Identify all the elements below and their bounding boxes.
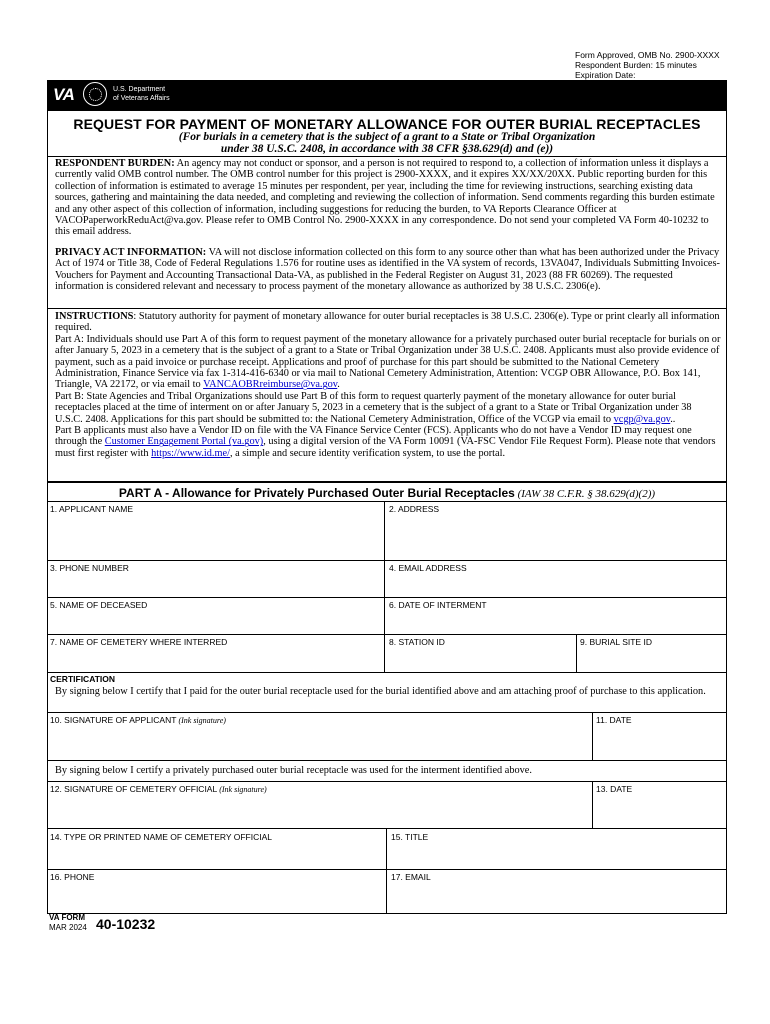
address-field[interactable]	[386, 515, 726, 559]
official-title-field[interactable]	[388, 843, 726, 868]
certification-heading: CERTIFICATION	[50, 674, 116, 684]
divider	[47, 828, 727, 829]
address-label: 2. ADDRESS	[389, 504, 440, 514]
burden-label: RESPONDENT BURDEN:	[55, 158, 175, 169]
customer-portal-link[interactable]: Customer Engagement Portal (va.gov)	[104, 436, 264, 448]
deceased-name-field[interactable]	[48, 611, 382, 633]
instructions	[55, 311, 721, 459]
divider	[384, 597, 385, 634]
privacy-label: PRIVACY ACT INFORMATION:	[55, 247, 207, 258]
divider	[384, 560, 385, 597]
instructions-vendor-2: , using a digital version of the VA Form 10091 (VA-FSC Vendor File Request Form). Please note that vendors must first register with	[55, 436, 716, 459]
divider	[47, 481, 727, 483]
va-banner	[47, 80, 727, 110]
omb-info	[575, 50, 720, 80]
form-revision-date: MAR 2024	[49, 923, 87, 932]
ink-signature-note: (Ink signature)	[176, 716, 226, 725]
dept-line-1: U.S. Department	[113, 86, 166, 93]
form-title: REQUEST FOR PAYMENT OF MONETARY ALLOWANCE FOR OUTER BURIAL RECEPTACLES	[73, 116, 701, 132]
official-name-field[interactable]	[48, 843, 384, 868]
obr-email-link[interactable]: VANCAOBRreimburse@va.gov	[203, 379, 338, 391]
burden-text: An agency may not conduct or sponsor, and a person is not required to respond to, a collection of information unless it displays a currently valid OMB control number. The OMB control number for this project is 2900-XXXX, and it expires XX/XX/20XX. Public reporting burden for this collection of information is estimated to average 15 minutes per respondent, per year, including the time for reviewing instructions, searching existing data sources, gathering and maintaining the data needed, and completing and reviewing the collection of information. Send comments regarding this burden estimate and any other aspect of this collection of information, including suggestions for reducing the burden, to VA Reports Clearance Officer at VACOPaperworkReduAct@va.gov. Please refer to OMB Control No. 2900-XXXX in any correspondence. Do not send your completed VA Form 40-10232 to this email address.	[55, 158, 715, 238]
station-id-label: 8. STATION ID	[389, 637, 445, 647]
phone-number-label: 3. PHONE NUMBER	[50, 563, 129, 573]
divider	[47, 712, 727, 713]
applicant-signature-field[interactable]	[48, 726, 590, 759]
part-a-reference: (IAW 38 C.F.R. § 38.629(d)(2))	[514, 488, 656, 500]
cemetery-certification-statement: By signing below I certify a privately purchased outer burial receptacle was used for the interment identified above.	[55, 765, 532, 776]
applicant-name-field[interactable]	[48, 515, 382, 559]
official-phone-label: 16. PHONE	[50, 872, 95, 882]
official-name-label: 14. TYPE OR PRINTED NAME OF CEMETERY OFFICIAL	[50, 832, 272, 842]
respondent-burden	[55, 158, 721, 238]
interment-date-field[interactable]	[386, 611, 726, 633]
official-title-label: 15. TITLE	[391, 832, 429, 842]
email-address-field[interactable]	[386, 574, 726, 596]
instructions-text: : Statutory authority for payment of monetary allowance for outer burial receptacles is 38 U.S.C. 2306(e). Type or print clearly all information required.	[55, 311, 720, 334]
official-phone-field[interactable]	[48, 883, 384, 912]
applicant-date-field[interactable]	[594, 726, 726, 759]
divider	[47, 760, 727, 761]
official-date-field[interactable]	[594, 795, 726, 827]
expiration-date: Expiration Date:	[575, 70, 636, 80]
privacy-act	[55, 247, 721, 293]
applicant-date-label: 11. DATE	[596, 715, 632, 725]
subtitle-line-1: (For burials in a cemetery that is the subject of a grant to a State or Tribal Organization	[178, 131, 596, 143]
form-subtitle	[47, 131, 727, 155]
instructions-vendor-end: , a simple and secure identity verification system, to use the portal.	[229, 447, 506, 459]
punct: .	[337, 379, 340, 391]
divider	[47, 634, 727, 635]
official-date-label: 13. DATE	[596, 784, 633, 794]
va-seal-icon	[83, 82, 107, 106]
idme-link[interactable]: https://www.id.me/	[151, 447, 230, 459]
respondent-burden-time: Respondent Burden: 15 minutes	[575, 60, 697, 70]
subtitle-line-2: under 38 U.S.C. 2408, in accordance with 38 CFR §38.629(d) and (e))	[220, 143, 554, 155]
va-form-label: VA FORM	[49, 913, 85, 922]
divider	[384, 634, 385, 672]
form-footer-label	[49, 913, 87, 933]
instructions-part-a: Part A: Individuals should use Part A of this form to request payment of the monetary allowance for a privately purchased outer burial receptacle for burials on or after January 5, 2023 in a cemetery that is the subject of a grant to a State or Tribal Organization under 38 U.S.C. 2408. Applicants must also provide evidence of payment, such as a paid invoice or purchase receipt. Applications and proof of purchase for this part should be submitted to the National Cemetery Administration, Finance Service via fax 1-314-416-6340 or via mail to National Cemetery Administration, Attention: VCGP OBR Allowance, P.O. Box 141, Triangle, VA 22172, or via email to	[55, 333, 721, 391]
official-signature-field[interactable]	[48, 795, 590, 827]
divider	[47, 156, 727, 157]
dept-line-2: of Veterans Affairs	[113, 95, 170, 102]
divider	[47, 781, 727, 782]
divider	[386, 869, 387, 913]
va-logo: VA	[53, 85, 75, 104]
email-address-label: 4. EMAIL ADDRESS	[389, 563, 467, 573]
divider	[576, 634, 577, 672]
instructions-label: INSTRUCTIONS	[55, 311, 134, 322]
privacy-text: VA will not disclose information collected on this form to any source other than what has been authorized under the Privacy Act of 1974 or Title 38, Code of Federal Regulations 1.576 for routine uses as identified in the VA system of records, 13VA047, Individuals Submitting Invoices-Vouchers for Payment and Accounting Transactional Data-VA, as published in the Federal Register on August 31, 2023 (88 FR 60269). The requested information is considered relevant and necessary to process payment of the monetary allowance as authorized by 38 U.S.C. 2306(e).	[55, 247, 720, 293]
divider	[47, 672, 727, 673]
instructions-part-b: Part B: State Agencies and Tribal Organizations should use Part B of this form to request quarterly payment of the monetary allowance for outer burial receptacles placed at the time of interment on or after January 5, 2023 in a cemetery that is the subject of a grant to a State or Tribal Organization under 38 U.S.C. 2408. Applications for this part should be submitted to: the National Cemetery Administration, Office of the VCGP via email to	[55, 390, 692, 425]
official-signature-label	[50, 784, 267, 794]
cemetery-name-label: 7. NAME OF CEMETERY WHERE INTERRED	[50, 637, 228, 647]
vcgp-email-link[interactable]: vcgp@va.gov	[613, 413, 671, 425]
punct: ..	[670, 413, 676, 425]
part-a-heading	[47, 486, 727, 500]
divider	[47, 597, 727, 598]
applicant-name-label: 1. APPLICANT NAME	[50, 504, 133, 514]
part-a-title: PART A - Allowance for Privately Purchased Outer Burial Receptacles	[118, 486, 515, 500]
burial-site-id-field[interactable]	[578, 648, 726, 671]
divider	[47, 501, 727, 502]
divider	[592, 781, 593, 828]
official-email-label: 17. EMAIL	[391, 872, 431, 882]
phone-number-field[interactable]	[48, 574, 382, 596]
interment-date-label: 6. DATE OF INTERMENT	[389, 600, 487, 610]
ink-signature-note: (Ink signature)	[217, 785, 267, 794]
divider	[592, 712, 593, 760]
cemetery-name-field[interactable]	[48, 648, 382, 671]
divider	[386, 828, 387, 869]
department-name	[113, 85, 170, 103]
divider	[47, 308, 727, 309]
divider	[384, 501, 385, 560]
station-id-field[interactable]	[386, 648, 574, 671]
applicant-signature-label	[50, 715, 226, 725]
omb-number: Form Approved, OMB No. 2900-XXXX	[575, 50, 720, 60]
divider	[47, 869, 727, 870]
divider	[47, 560, 727, 561]
deceased-name-label: 5. NAME OF DECEASED	[50, 600, 148, 610]
official-signature-text: 12. SIGNATURE OF CEMETERY OFFICIAL	[50, 784, 218, 794]
applicant-certification-statement: By signing below I certify that I paid for the outer burial receptacle used for the burial identified above and am attaching proof of purchase to this application.	[55, 686, 706, 697]
official-email-field[interactable]	[388, 883, 726, 912]
instructions-vendor: Part B applicants must also have a Vendor ID on file with the VA Finance Service Center (FCS). Applicants who do not have a Vendor ID may request one through the	[55, 425, 692, 448]
burial-site-id-label: 9. BURIAL SITE ID	[580, 637, 652, 647]
form-number: 40-10232	[96, 916, 156, 932]
applicant-signature-text: 10. SIGNATURE OF APPLICANT	[50, 715, 177, 725]
